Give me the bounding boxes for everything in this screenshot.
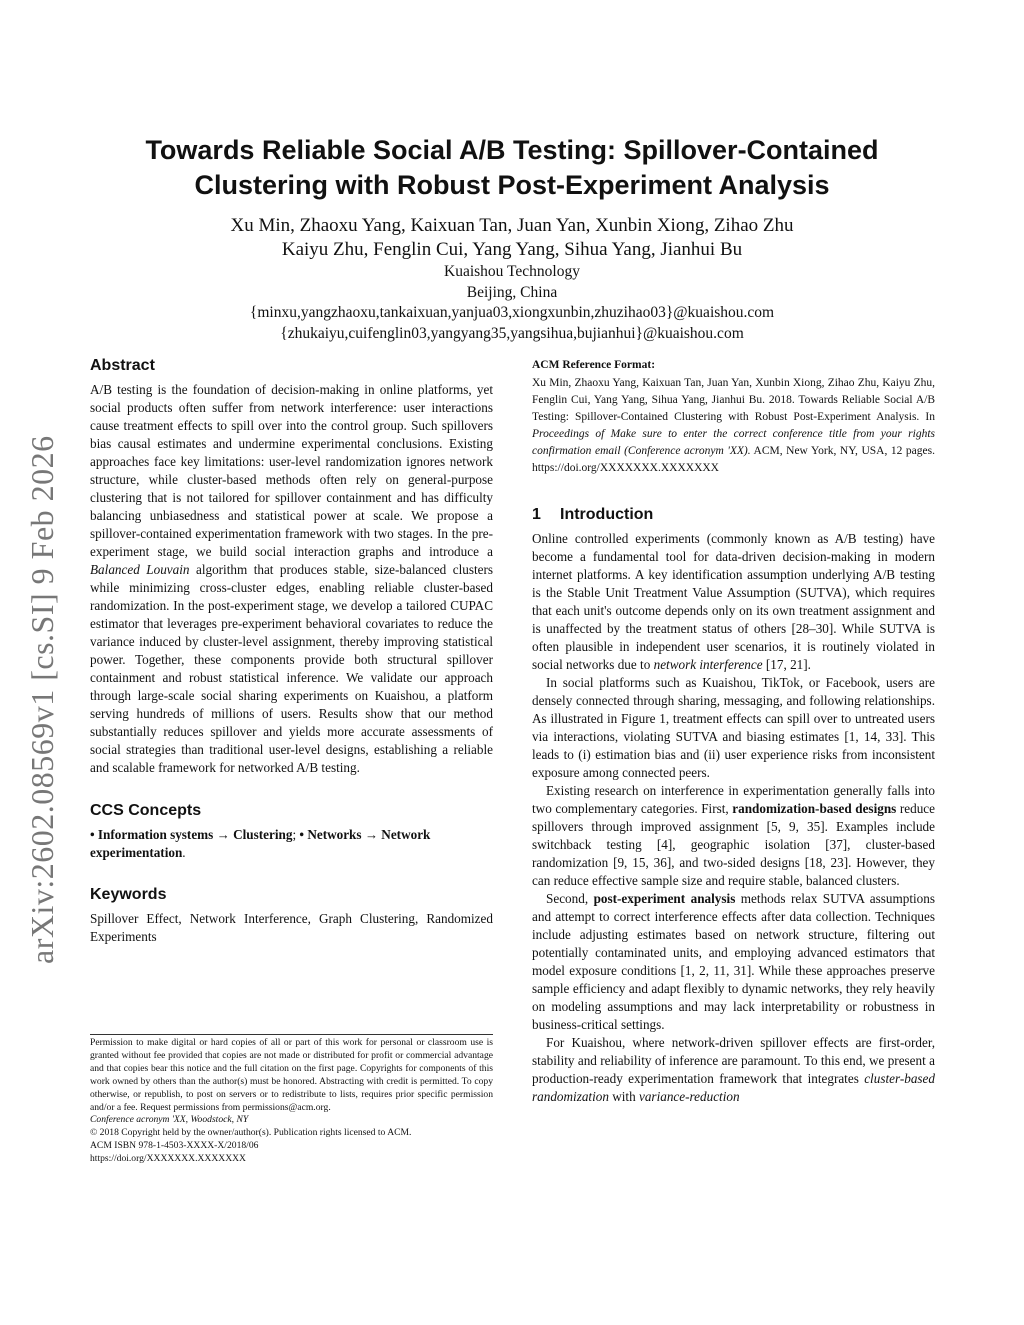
conference-name: Conference acronym 'XX, Woodstock, NY [90, 1114, 249, 1126]
intro-paragraph-2: In social platforms such as Kuaishou, TikTok, or Facebook, users are densely connected through sharing, messaging, and following relationships. As illustrated in Figure 1, treatment effects can spill over to untreated users via interactions, violating SUTVA and biasing estimates [1, 14, 33]. This leads to (i) estimation bias and (ii) user experience risks from inconsistent exposure among connected peers. [532, 675, 935, 780]
affiliation-emails-1: {minxu,yangzhaoxu,tankaixuan,yanjua03,xiongxunbin,zhuzihao03}@kuaishou.com [249, 304, 775, 321]
intro-p5-part-2: with [608, 1089, 639, 1104]
intro-p3-term: randomization-based designs [732, 801, 897, 816]
intro-paragraph-1 [532, 530, 935, 674]
intro-paragraph-5 [532, 1034, 935, 1106]
abstract-algorithm-name: Balanced Louvain [90, 562, 190, 577]
isbn-line: ACM ISBN 978-1-4503-XXXX-X/2018/06 [90, 1140, 259, 1152]
acm-reference-proceedings: Proceedings of Make sure to enter the correct conference title from your rights confirmation email (Conference acronym 'XX). [532, 428, 935, 457]
ccs-concept-2: • Networks → Network experimentation [90, 827, 431, 860]
intro-p3-part-2: reduce spillovers through improved assignment [5, 9, 35]. Examples include switchback testing [4], geographic isolation [37], cluster-based randomization [9, 15, 36], and two-sided designs [18, 23]. However, they can reduce effective sample size and require stable, balanced clusters. [532, 801, 935, 888]
abstract-heading: Abstract [90, 357, 155, 374]
intro-p4-part-1: Second, [546, 891, 594, 906]
affiliation-org: Kuaishou Technology [444, 263, 580, 280]
copyright-footnote [90, 1037, 493, 1166]
intro-p4-part-2: methods relax SUTVA assumptions and attempt to correct interference effects after data collection. Techniques include adjusting estimates based on network structure, filtering out potentially contaminated units, and employing advanced estimators that model exposure conditions [1, 2, 11, 31]. While these approaches preserve sample efficiency and adapt flexibly to dynamic networks, they rely heavily on modeling assumptions and may lack interpretability or robustness in business-critical settings. [532, 891, 935, 1032]
affiliation-emails-2: {zhukaiyu,cuifenglin03,yangyang35,yangsihua,bujianhui}@kuaishou.com [280, 324, 744, 342]
intro-paragraph-4 [532, 890, 935, 1034]
intro-p1-part-1: Online controlled experiments (commonly known as A/B testing) have become a fundamental tool for data-driven decision-making in modern internet platforms. A key identification assumption underlying A/B testing is the Stable Unit Treatment Value Assumption (SUTVA), which requires that each unit's outcome depends only on its own treatment assignment and is unaffected by the treatment status of others [28–30]. While SUTVA is often plausible in independent user scenarios, it is routinely violated in social networks due to [532, 531, 935, 672]
section-number: 1 [532, 506, 541, 523]
affiliation-location: Beijing, China [466, 283, 558, 301]
keywords-text: Spillover Effect, Network Interference, Graph Clustering, Randomized Experiments [90, 911, 493, 944]
intro-p5-term-1: cluster-based randomization [532, 1071, 935, 1104]
intro-p3-part-1: Existing research on interference in experimentation generally falls into two complementary categories. First, [532, 783, 935, 816]
abstract-text-part-2: algorithm that produces stable, size-balanced clusters while minimizing cross-cluster edges, enabling reliable cluster-based randomization. In the post-experiment stage, we develop a tailored CUPAC estimator that leverages pre-experiment behavioral covariates to reduce the variance induced by cluster-level assignment, thereby improving statistical power. Together, these components provide both structural spillover containment and robust statistical inference. We validate our approach through large-scale social sharing experiments on Kuaishou, a platform serving hundreds of millions of users. Results show that our method substantially reduces spillover and yields more accurate assessments of social strategies than traditional user-level designs, establishing a reliable and scalable framework for networked A/B testing. [90, 562, 494, 775]
ccs-separator: ; [292, 827, 300, 842]
keywords-heading: Keywords [90, 886, 167, 903]
ccs-heading: CCS Concepts [90, 802, 202, 819]
intro-p1-term: network interference [653, 657, 763, 672]
ccs-end: . [182, 845, 186, 860]
intro-p4-term: post-experiment analysis [593, 891, 736, 906]
intro-p5-term-2: variance-reduction [638, 1089, 740, 1104]
introduction-heading [532, 504, 935, 526]
author-list [80, 214, 944, 262]
arxiv-identifier: arXiv:2602.08569v1 [cs.SI] 9 Feb 2026 [24, 435, 60, 964]
title-line-1: Towards Reliable Social A/B Testing: Spillover-Contained [145, 135, 879, 165]
acm-reference-text [532, 375, 935, 477]
acm-reference-heading: ACM Reference Format: [532, 359, 656, 371]
intro-p5-part-1: For Kuaishou, where network-driven spillover effects are first-order, stability and reliability of inference are paramount. To this end, we present a production-ready experimentation framework that integrates [532, 1035, 935, 1086]
acm-reference-part-2: ACM, New York, NY, USA, 12 pages. https://doi.org/XXXXXXX.XXXXXXX [532, 445, 935, 474]
ccs-concept-1: • Information systems → Clustering [90, 827, 293, 842]
conference-info [90, 1114, 493, 1127]
ccs-concepts [90, 826, 493, 862]
paper-title [80, 133, 944, 203]
footnote-divider [90, 1034, 493, 1035]
permission-notice: Permission to make digital or hard copies of all or part of this work for personal or classroom use is granted without fee provided that copies are not made or distributed for profit or commercial advantage and that copies bear this notice and the full citation on the first page. Copyrights for components of this work owned by others than the author(s) must be honored. Abstracting with credit is permitted. To copy otherwise, or republish, to post on servers or to redistribute to lists, requires prior specific permission and/or a fee. Request permissions from permissions@acm.org. [90, 1037, 493, 1113]
title-line-2: Clustering with Robust Post-Experiment Analysis [194, 170, 830, 200]
intro-paragraph-3 [532, 782, 935, 890]
doi-link[interactable]: https://doi.org/XXXXXXX.XXXXXXX [90, 1153, 246, 1165]
intro-p1-part-2: [17, 21]. [762, 657, 811, 672]
acm-reference-part-1: Xu Min, Zhaoxu Yang, Kaixuan Tan, Juan Yan, Xunbin Xiong, Zihao Zhu, Kaiyu Zhu, Fenglin Cui, Yang Yang, Sihua Yang, Jianhui Bu. 2018. Towards Reliable Social A/B Testing: Spillover-Contained Clustering with Robust Post-Experiment Analysis. In [532, 377, 935, 423]
authors-line-1: Xu Min, Zhaoxu Yang, Kaixuan Tan, Juan Yan, Xunbin Xiong, Zihao Zhu [230, 215, 794, 236]
affiliation-block [80, 262, 944, 344]
section-title: Introduction [560, 506, 654, 523]
abstract-text-part-1: A/B testing is the foundation of decision-making in online platforms, yet social products often suffer from network interference: user interactions cause treatment effects to spill over into the control group. Such spillovers bias causal estimates and undermine experimental conclusions. Existing approaches face key limitations: user-level randomization ignores network structure, while cluster-based methods often rely on general-purpose clustering that is not tailored for spillover containment and has difficulty balancing unbiasedness and statistical power at scale. We propose a spillover-contained experimentation framework with two stages. In the pre-experiment stage, we build social interaction graphs and introduce a [90, 382, 493, 559]
copyright-line: © 2018 Copyright held by the owner/author(s). Publication rights licensed to ACM. [90, 1127, 412, 1139]
authors-line-2: Kaiyu Zhu, Fenglin Cui, Yang Yang, Sihua Yang, Jianhui Bu [281, 239, 743, 260]
left-column [90, 355, 493, 946]
right-column [532, 355, 935, 1106]
abstract-text [90, 381, 493, 777]
